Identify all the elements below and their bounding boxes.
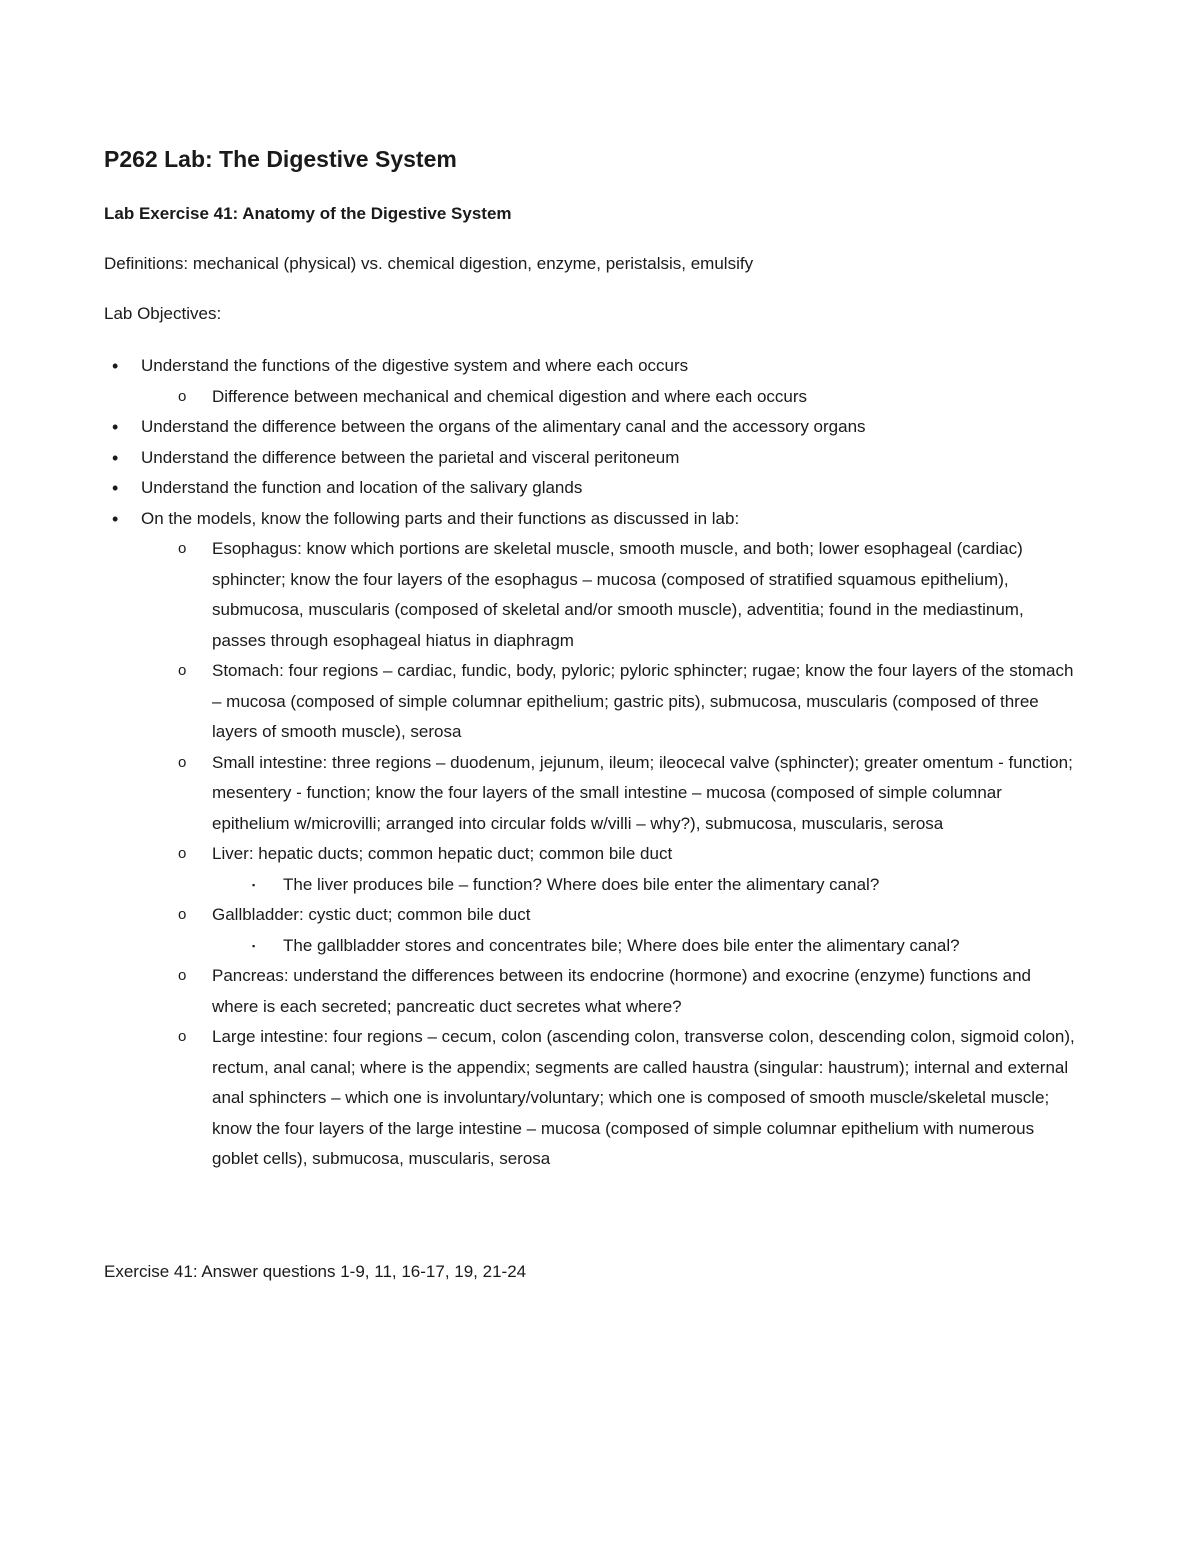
objective-item — [0, 473, 1081, 504]
part-text: Esophagus: know which portions are skeletal muscle, smooth muscle, and both; lower esophageal (cardiac) sphincter; know the four layers of the esophagus – mucosa (composed of stratified squamous epithelium), submucosa, muscularis (composed of skeletal and/or smooth muscle), adventitia; found in the mediastinum, passes through esophageal hiatus in diaphragm — [212, 539, 1024, 650]
sub-bullet-marker: o — [178, 387, 187, 405]
sub-bullet-marker: o — [178, 753, 187, 771]
part-subitem-text: The gallbladder stores and concentrates bile; Where does bile enter the alimentary canal? — [283, 935, 960, 955]
sub-bullet-marker: o — [178, 1028, 187, 1045]
part-item-esophagus — [0, 534, 1082, 656]
part-item-pancreas — [0, 961, 1082, 1022]
part-item-liver — [0, 839, 1082, 870]
bullet-marker: • — [112, 447, 119, 468]
sub-bullet-marker: o — [178, 540, 187, 557]
part-item-gallbladder — [0, 900, 1082, 931]
sub-bullet-marker: o — [178, 845, 187, 862]
bullet-marker: • — [112, 417, 119, 437]
sub-bullet-marker: o — [178, 906, 187, 923]
part-item-large-intestine — [0, 1022, 1082, 1175]
objective-text: Understand the difference between the organs of the alimentary canal and the accessory organs — [141, 417, 866, 436]
objective-item — [0, 351, 1081, 382]
objective-item — [0, 443, 1081, 474]
objective-item — [0, 504, 1081, 535]
part-text: Small intestine: three regions – duodenum, jejunum, ileum; ileocecal valve (sphincter); greater omentum - function; mesentery - function; know the four layers of the small intestine – mucosa (composed of simple columnar epithelium w/microvilli; arranged into circular folds w/villi – why?), submucosa, muscularis, serosa — [212, 752, 1073, 833]
part-text: Liver: hepatic ducts; common hepatic duct; common bile duct — [212, 844, 673, 863]
part-text: Stomach: four regions – cardiac, fundic, body, pyloric; pyloric sphincter; rugae; know the four layers of the stomach – mucosa (composed of simple columnar epithelium; gastric pits), submucosa, muscularis (composed of three layers of smooth muscle), serosa — [212, 661, 1074, 741]
part-item-small-intestine — [0, 748, 1082, 840]
part-text: Pancreas: understand the differences between its endocrine (hormone) and exocrine (enzyme) functions and where is each secreted; pancreatic duct secretes what where? — [212, 966, 1031, 1016]
objective-subitem-text: Difference between mechanical and chemical digestion and where each occurs — [212, 386, 808, 406]
part-subitem-text: The liver produces bile – function? Where does bile enter the alimentary canal? — [283, 874, 880, 894]
page-title: P262 Lab: The Digestive System — [104, 146, 457, 172]
square-bullet-marker: ▪ — [252, 879, 256, 890]
objective-text: Understand the functions of the digestive system and where each occurs — [141, 356, 689, 375]
sub-bullet-marker: o — [178, 662, 187, 679]
square-bullet-marker: ▪ — [252, 940, 256, 951]
objective-text: On the models, know the following parts and their functions as discussed in lab: — [141, 508, 740, 528]
objective-text: Understand the function and location of the salivary glands — [141, 478, 583, 497]
objectives-list — [0, 351, 1200, 1175]
objective-subitem — [0, 382, 1082, 413]
definitions-line: Definitions: mechanical (physical) vs. chemical digestion, enzyme, peristalsis, emulsify — [104, 254, 754, 273]
bullet-marker: • — [112, 478, 119, 498]
bullet-marker: • — [112, 356, 119, 376]
objectives-label: Lab Objectives: — [104, 304, 222, 323]
exercise-heading: Lab Exercise 41: Anatomy of the Digestive System — [104, 204, 512, 223]
part-subitem-liver-bile — [0, 870, 1083, 901]
objective-item — [0, 412, 1081, 443]
bullet-marker: • — [112, 508, 119, 529]
part-text: Gallbladder: cystic duct; common bile duct — [212, 905, 531, 924]
part-item-stomach — [0, 656, 1082, 748]
sub-bullet-marker: o — [178, 967, 187, 984]
objective-text: Understand the difference between the parietal and visceral peritoneum — [141, 447, 680, 467]
part-text: Large intestine: four regions – cecum, colon (ascending colon, transverse colon, descending colon, sigmoid colon), rectum, anal canal; where is the appendix; segments are called haustra (singular: haustrum); internal and external anal sphincters – which one is involuntary/voluntary; which one is composed of smooth muscle/skeletal muscle; know the four layers of the large intestine – mucosa (composed of simple columnar epithelium with numerous goblet cells), submucosa, muscularis, serosa — [212, 1027, 1075, 1168]
part-subitem-gallbladder-bile — [0, 931, 1083, 962]
exercise-assignment: Exercise 41: Answer questions 1-9, 11, 16-17, 19, 21-24 — [104, 1262, 527, 1281]
